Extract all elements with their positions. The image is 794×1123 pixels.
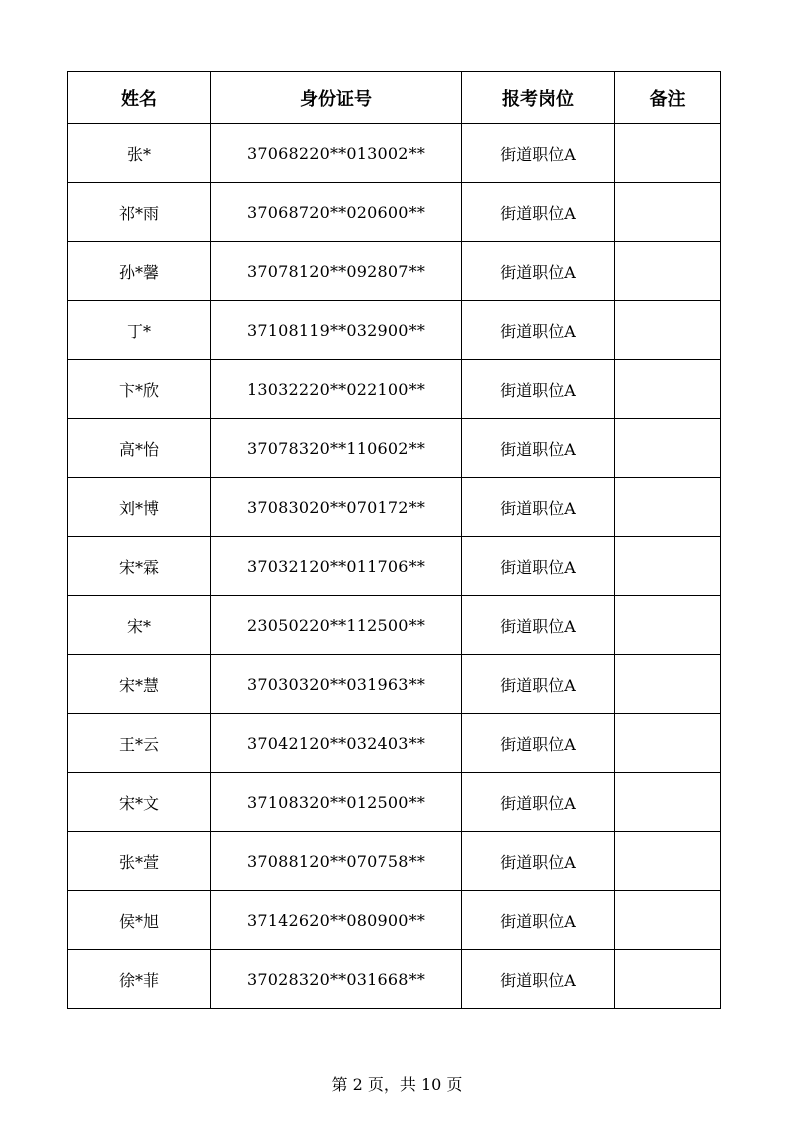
table-row [68, 242, 721, 301]
cell-id-number: 37032120**011706** [211, 537, 462, 596]
cell-remarks [615, 124, 721, 183]
cell-name: 宋*文 [68, 773, 211, 832]
cell-position: 街道职位A [462, 183, 615, 242]
table-body [68, 124, 721, 1009]
cell-remarks [615, 596, 721, 655]
cell-id-number: 37030320**031963** [211, 655, 462, 714]
cell-name: 宋* [68, 596, 211, 655]
cell-remarks [615, 360, 721, 419]
cell-name: 王*云 [68, 714, 211, 773]
table-header [68, 72, 721, 124]
header-name: 姓名 [68, 72, 211, 124]
cell-id-number: 37078320**110602** [211, 419, 462, 478]
cell-remarks [615, 832, 721, 891]
table-row [68, 301, 721, 360]
cell-position: 街道职位A [462, 950, 615, 1009]
cell-position: 街道职位A [462, 478, 615, 537]
cell-remarks [615, 478, 721, 537]
cell-position: 街道职位A [462, 301, 615, 360]
table-row [68, 419, 721, 478]
page-indicator: 第 2 页，共 10 页 [331, 1075, 463, 1094]
cell-position: 街道职位A [462, 537, 615, 596]
cell-name: 侯*旭 [68, 891, 211, 950]
cell-id-number: 37028320**031668** [211, 950, 462, 1009]
cell-remarks [615, 183, 721, 242]
cell-id-number: 37068220**013002** [211, 124, 462, 183]
candidate-table [67, 71, 721, 1009]
table-row [68, 891, 721, 950]
cell-remarks [615, 537, 721, 596]
cell-name: 张* [68, 124, 211, 183]
table-row [68, 124, 721, 183]
cell-position: 街道职位A [462, 714, 615, 773]
cell-id-number: 37068720**020600** [211, 183, 462, 242]
cell-name: 卞*欣 [68, 360, 211, 419]
cell-id-number: 37108119**032900** [211, 301, 462, 360]
cell-position: 街道职位A [462, 832, 615, 891]
cell-position: 街道职位A [462, 242, 615, 301]
cell-name: 孙*馨 [68, 242, 211, 301]
table-row [68, 537, 721, 596]
cell-remarks [615, 301, 721, 360]
cell-remarks [615, 655, 721, 714]
cell-id-number: 13032220**022100** [211, 360, 462, 419]
table-row [68, 950, 721, 1009]
header-remarks: 备注 [615, 72, 721, 124]
cell-name: 高*怡 [68, 419, 211, 478]
cell-remarks [615, 950, 721, 1009]
cell-position: 街道职位A [462, 360, 615, 419]
table-row [68, 832, 721, 891]
cell-remarks [615, 773, 721, 832]
cell-id-number: 37042120**032403** [211, 714, 462, 773]
cell-id-number: 37088120**070758** [211, 832, 462, 891]
cell-name: 徐*菲 [68, 950, 211, 1009]
cell-name: 宋*慧 [68, 655, 211, 714]
header-id-number: 身份证号 [211, 72, 462, 124]
table-row [68, 655, 721, 714]
cell-position: 街道职位A [462, 419, 615, 478]
cell-position: 街道职位A [462, 596, 615, 655]
cell-id-number: 37083020**070172** [211, 478, 462, 537]
cell-position: 街道职位A [462, 891, 615, 950]
cell-id-number: 37142620**080900** [211, 891, 462, 950]
cell-remarks [615, 242, 721, 301]
cell-id-number: 37078120**092807** [211, 242, 462, 301]
cell-name: 宋*霖 [68, 537, 211, 596]
table-row [68, 714, 721, 773]
cell-id-number: 23050220**112500** [211, 596, 462, 655]
cell-name: 张*萱 [68, 832, 211, 891]
cell-position: 街道职位A [462, 124, 615, 183]
header-row [68, 72, 721, 124]
table-row [68, 773, 721, 832]
cell-name: 刘*博 [68, 478, 211, 537]
table-row [68, 183, 721, 242]
cell-remarks [615, 419, 721, 478]
table-row [68, 478, 721, 537]
cell-id-number: 37108320**012500** [211, 773, 462, 832]
cell-name: 祁*雨 [68, 183, 211, 242]
cell-position: 街道职位A [462, 773, 615, 832]
header-position: 报考岗位 [462, 72, 615, 124]
cell-remarks [615, 714, 721, 773]
cell-remarks [615, 891, 721, 950]
table-row [68, 360, 721, 419]
cell-position: 街道职位A [462, 655, 615, 714]
table-row [68, 596, 721, 655]
cell-name: 丁* [68, 301, 211, 360]
